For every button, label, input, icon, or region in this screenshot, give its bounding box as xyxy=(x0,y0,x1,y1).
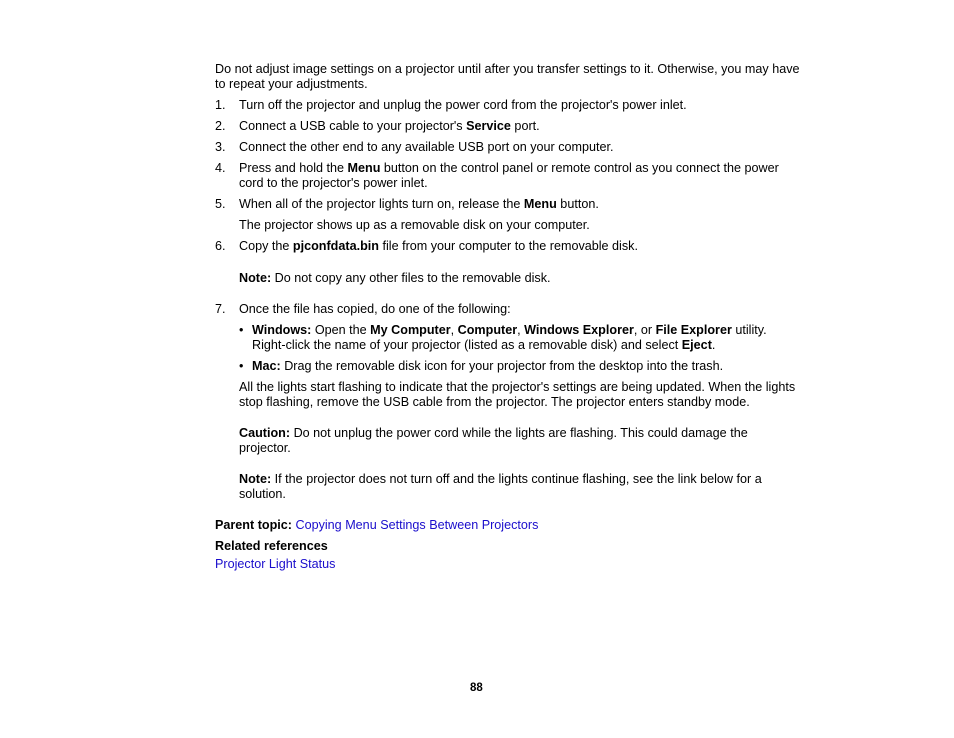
step-number: 2. xyxy=(215,119,226,133)
step-6-text: Copy the pjconfdata.bin file from your computer to the removable disk. xyxy=(239,239,638,253)
step-4-text: Press and hold the Menu button on the control panel or remote control as you connect the power xyxy=(239,161,779,175)
step-number: 4. xyxy=(215,161,226,175)
step-3-text: Connect the other end to any available USB port on your computer. xyxy=(239,140,614,154)
step-number: 5. xyxy=(215,197,226,211)
note-label: Note: xyxy=(239,271,272,285)
caution-label: Caution: xyxy=(239,426,291,440)
service-port-term: Service xyxy=(466,119,511,133)
step-7-text: Once the file has copied, do one of the following: xyxy=(239,302,511,316)
lights-flashing-text: All the lights start flashing to indicate that the projector's settings are being updated. When the lights xyxy=(239,380,796,394)
step-5-text: When all of the projector lights turn on, release the Menu button. xyxy=(239,197,599,211)
step-number: 7. xyxy=(215,302,226,316)
bullet-icon: • xyxy=(239,359,244,373)
step-number: 1. xyxy=(215,98,226,112)
step-1-text: Turn off the projector and unplug the power cord from the projector's power inlet. xyxy=(239,98,687,112)
step-5-result: The projector shows up as a removable disk on your computer. xyxy=(239,218,590,232)
step-number: 6. xyxy=(215,239,226,253)
parent-topic-label: Parent topic: xyxy=(215,518,292,532)
note-troubleshoot: Note: If the projector does not turn off and the lights continue flashing, see the link below for a xyxy=(239,472,762,486)
filename-term: pjconfdata.bin xyxy=(292,239,379,253)
menu-button-term: Menu xyxy=(347,161,381,175)
parent-topic xyxy=(215,518,538,533)
bullet-mac: Mac: Drag the removable disk icon for your projector from the desktop into the trash. xyxy=(252,359,724,373)
intro-line-1: Do not adjust image settings on a projector until after you transfer settings to it. Otherwise, you may have xyxy=(215,62,800,76)
note-label: Note: xyxy=(239,472,272,486)
note-copy-files: Note: Do not copy any other files to the removable disk. xyxy=(239,271,551,285)
bullet-windows: Windows: Open the My Computer, Computer, Windows Explorer, or File Explorer utility. xyxy=(252,323,767,337)
bullet-windows-line-2: Right-click the name of your projector (listed as a removable disk) and select Eject. xyxy=(252,338,716,352)
note-troubleshoot-line-2: solution. xyxy=(239,487,286,501)
caution: Caution: Do not unplug the power cord while the lights are flashing. This could damage the xyxy=(239,426,748,440)
related-reference-link[interactable]: Projector Light Status xyxy=(215,557,336,571)
related-references-heading: Related references xyxy=(215,539,328,553)
parent-topic-link[interactable]: Copying Menu Settings Between Projectors xyxy=(295,518,539,532)
step-number: 3. xyxy=(215,140,226,154)
bullet-icon: • xyxy=(239,323,244,337)
intro-line-2: to repeat your adjustments. xyxy=(215,77,368,91)
lights-flashing-text-line-2: stop flashing, remove the USB cable from the projector. The projector enters standby mode. xyxy=(239,395,750,409)
page-number: 88 xyxy=(470,682,483,694)
step-4-text-line-2: cord to the projector's power inlet. xyxy=(239,176,428,190)
step-2-text: Connect a USB cable to your projector's Service port. xyxy=(239,119,540,133)
caution-line-2: projector. xyxy=(239,441,291,455)
menu-button-term: Menu xyxy=(523,197,557,211)
